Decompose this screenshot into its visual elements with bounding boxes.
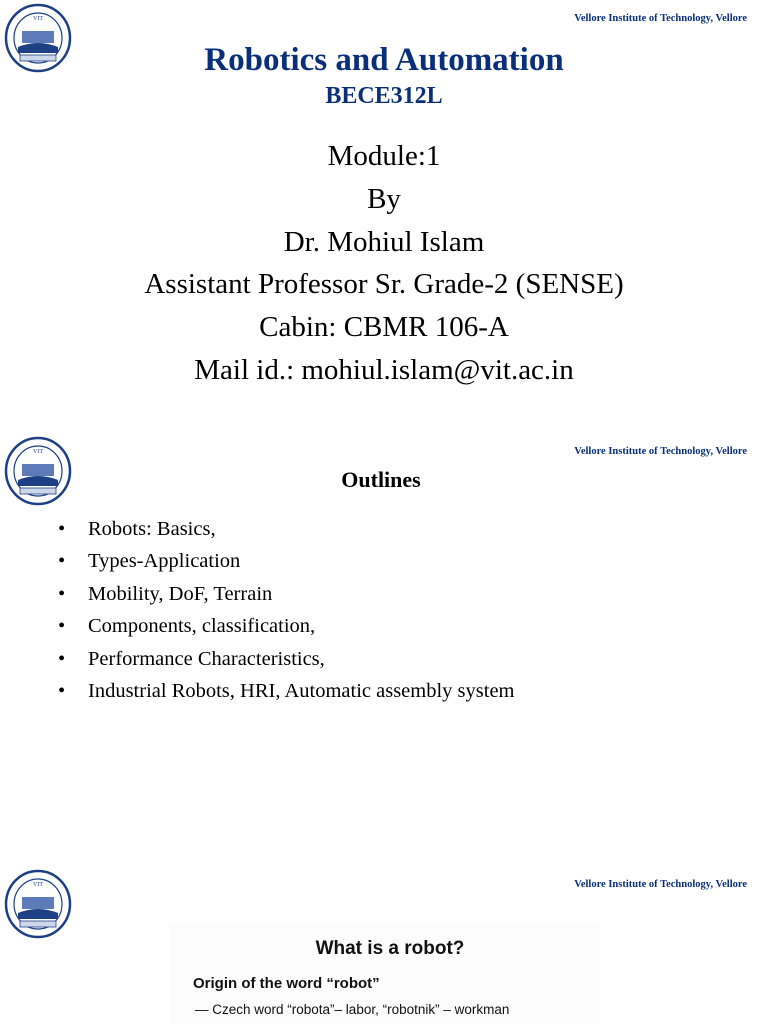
logo-text: VIT (33, 16, 43, 22)
list-item-text: Components, classification, (88, 615, 316, 638)
list-item-text: Industrial Robots, HRI, Automatic assembly system (88, 680, 515, 703)
bullet-icon: • (58, 680, 66, 703)
bullet-icon: • (58, 518, 66, 540)
slide-2 (0, 433, 768, 866)
course-code: BECE312L (325, 83, 443, 109)
outlines-heading: Outlines (341, 467, 421, 492)
logo-text: VIT (33, 449, 43, 455)
embedded-slide-image (170, 924, 600, 1024)
institute-name: Vellore Institute of Technology, Vellore (574, 879, 747, 890)
robot-heading: What is a robot? (315, 938, 465, 959)
logo-text: VIT (33, 882, 43, 888)
list-item-text: Types-Application (88, 550, 241, 573)
outline-list (58, 513, 515, 707)
slide-1 (0, 0, 768, 433)
list-item (58, 513, 515, 545)
presenter-info (0, 135, 768, 392)
list-item (58, 545, 515, 577)
email-line: Mail id.: mohiul.islam@vit.ac.in (194, 353, 574, 386)
bullet-icon: • (58, 582, 66, 605)
by-line: By (367, 182, 401, 215)
course-title: Robotics and Automation (204, 42, 564, 78)
presenter-name: Dr. Mohiul Islam (283, 225, 485, 258)
list-item (58, 578, 515, 610)
institute-name: Vellore Institute of Technology, Vellore (574, 446, 747, 457)
module-line: Module:1 (327, 140, 441, 172)
list-item-text: Performance Characteristics, (88, 647, 325, 670)
institute-name: Vellore Institute of Technology, Vellore (574, 13, 747, 24)
list-item (58, 675, 515, 707)
bullet-icon: • (58, 550, 66, 573)
bullet-icon: • (58, 615, 66, 638)
list-item-text: Robots: Basics, (88, 518, 216, 540)
list-item (58, 610, 515, 642)
vit-logo-icon (4, 869, 72, 939)
robot-origin-line: — Czech word “robota”– labor, “robotnik” – workman (195, 1002, 510, 1017)
cabin-line: Cabin: CBMR 106-A (259, 311, 509, 344)
presenter-title: Assistant Professor Sr. Grade-2 (SENSE) (144, 268, 624, 301)
list-item-text: Mobility, DoF, Terrain (88, 582, 273, 605)
bullet-icon: • (58, 647, 66, 670)
list-item (58, 643, 515, 675)
slide-3 (0, 866, 768, 1024)
robot-subheading: Origin of the word “robot” (193, 975, 380, 992)
